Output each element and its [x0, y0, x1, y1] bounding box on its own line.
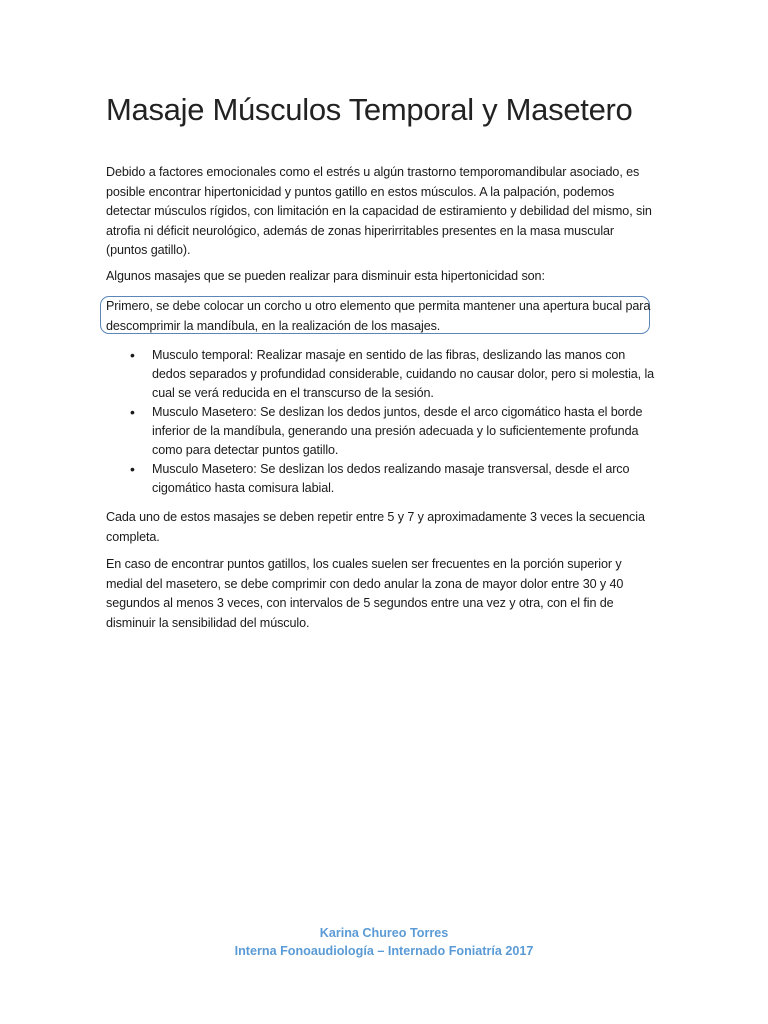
trigger-points-paragraph: En caso de encontrar puntos gatillos, los cuales suelen ser frecuentes en la porción superior y medial del masetero, se debe comprimir con dedo anular la zona de mayor dolor entre 30 y 40 segundos al menos 3 veces, con intervalos de 5 segundos entre una vez y otra, con el fin de disminuir la sensibilidad del músculo.: [106, 557, 624, 630]
footer-author: Karina Chureo Torres: [319, 926, 449, 940]
list-item-text: Musculo Masetero: Se deslizan los dedos juntos, desde el arco cigomático hasta el borde inferior de la mandíbula, generando una presión adecuada y lo suficientemente profunda como para detectar puntos gatillo.: [152, 405, 643, 457]
page-title: Masaje Músculos Temporal y Masetero: [106, 92, 633, 127]
bullet-icon: •: [130, 404, 135, 420]
massage-list: [130, 346, 660, 498]
boxed-paragraph: Primero, se debe colocar un corcho u otro elemento que permita mantener una apertura bucal para descomprimir la mandíbula, en la realización de los masajes.: [106, 299, 651, 333]
list-item-text: Musculo Masetero: Se deslizan los dedos realizando masaje transversal, desde el arco cigomático hasta comisura labial.: [152, 462, 630, 495]
intro-paragraph: Debido a factores emocionales como el estrés u algún trastorno temporomandibular asociado, es posible encontrar hipertonicidad y puntos gatillo en estos músculos. A la palpación, podemos detectar músculos rígidos, con limitación en la capacidad de estiramiento y debilidad del mismo, sin atrofia ni déficit neurológico, además de zonas hiperirritables presentes en la masa muscular (puntos gatillo).: [106, 165, 652, 257]
lead-paragraph: Algunos masajes que se pueden realizar para disminuir esta hipertonicidad son:: [106, 269, 545, 283]
list-item: [130, 460, 660, 498]
footer-affiliation: Interna Fonoaudiología – Internado Foniatría 2017: [234, 944, 534, 958]
bullet-icon: •: [130, 347, 135, 363]
list-item: [130, 403, 660, 460]
bullet-icon: •: [130, 461, 135, 477]
list-item-text: Musculo temporal: Realizar masaje en sentido de las fibras, deslizando las manos con dedos separados y profundidad considerable, cuidando no causar dolor, pero si molestia, la cual se verá reducida en el transcurso de la sesión.: [152, 348, 655, 400]
list-item: [130, 346, 660, 403]
repetition-paragraph: Cada uno de estos masajes se deben repetir entre 5 y 7 y aproximadamente 3 veces la secuencia completa.: [106, 510, 645, 544]
